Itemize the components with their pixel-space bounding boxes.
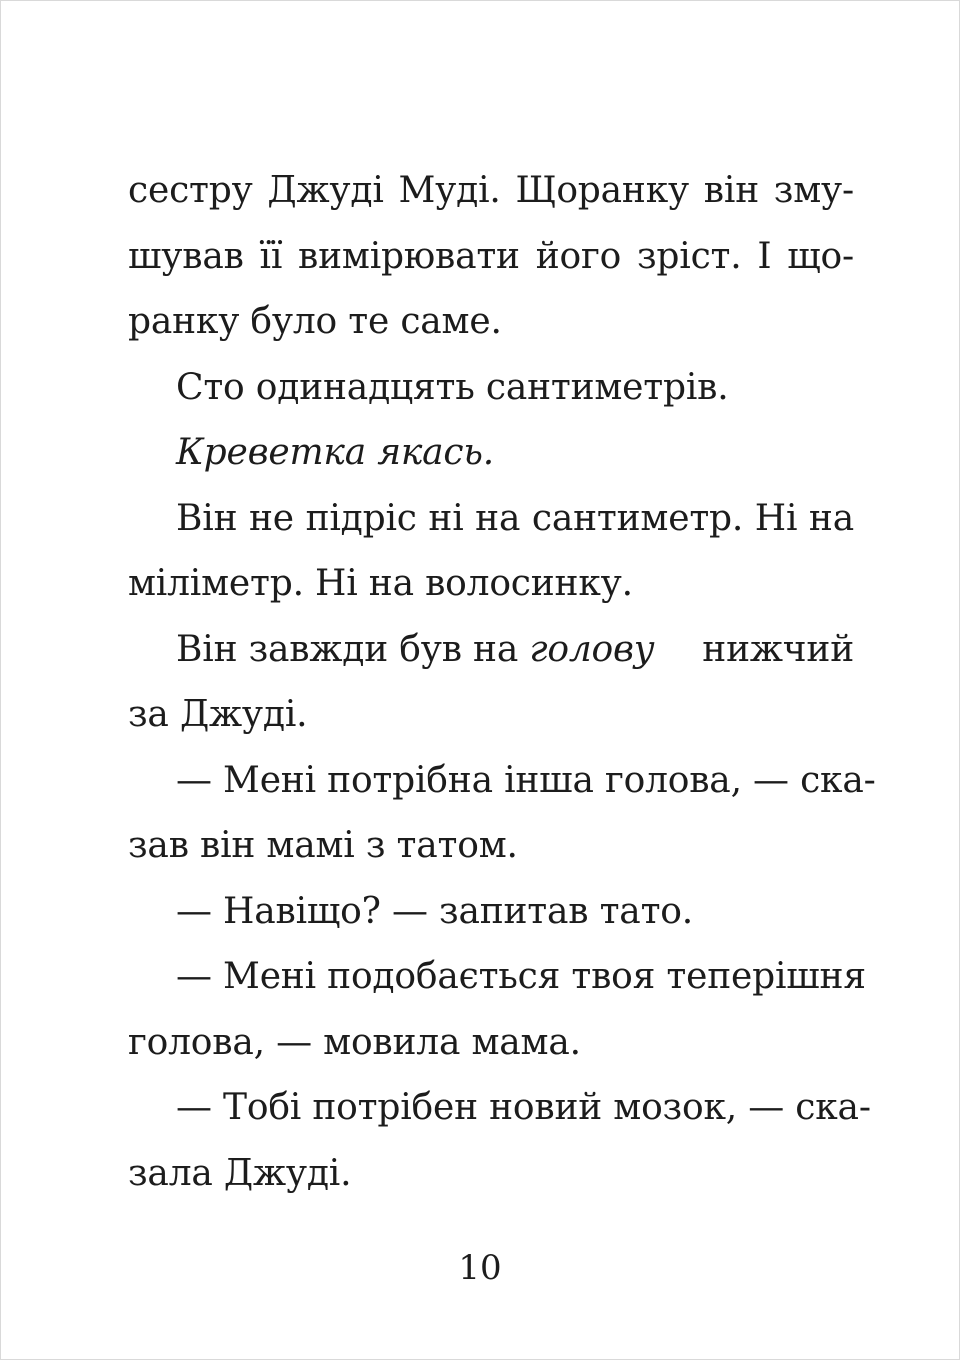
text-line: — Навіщо? — запитав тато. xyxy=(176,890,694,932)
text-line: голова, — мовила мама. xyxy=(128,1021,581,1063)
text-line: — Тобі потрібен новий мозок, — ска- xyxy=(176,1087,871,1128)
emphasis-word: голову xyxy=(529,628,655,670)
italic-line: Креветка якась. xyxy=(176,432,495,473)
text-segment: Він завжди був на xyxy=(176,628,530,670)
text-line: зала Джуді. xyxy=(128,1152,352,1194)
text-line: за Джуді. xyxy=(128,694,308,735)
text-line: Він не підріс ні на сантиметр. Ні на xyxy=(176,497,854,539)
text-line: сестру Джуді Муді. Щоранку він зму- xyxy=(128,170,854,211)
text-segment: нижчий xyxy=(691,628,854,670)
text-line: Сто одинадцять сантиметрів. xyxy=(176,366,729,408)
text-line: — Мені потрібна інша голова, — ска- xyxy=(176,759,876,801)
body-text xyxy=(128,158,876,1206)
text-line-with-emphasis xyxy=(128,617,854,683)
text-line: зав він мамі з татом. xyxy=(128,825,518,866)
text-line: ранку було те саме. xyxy=(128,301,502,342)
text-line: — Мені подобається твоя теперішня xyxy=(176,956,866,997)
text-line: міліметр. Ні на волосинку. xyxy=(128,563,633,604)
page-number: 10 xyxy=(458,1248,502,1288)
text-line: шував її вимірювати його зріст. І що- xyxy=(128,235,854,277)
